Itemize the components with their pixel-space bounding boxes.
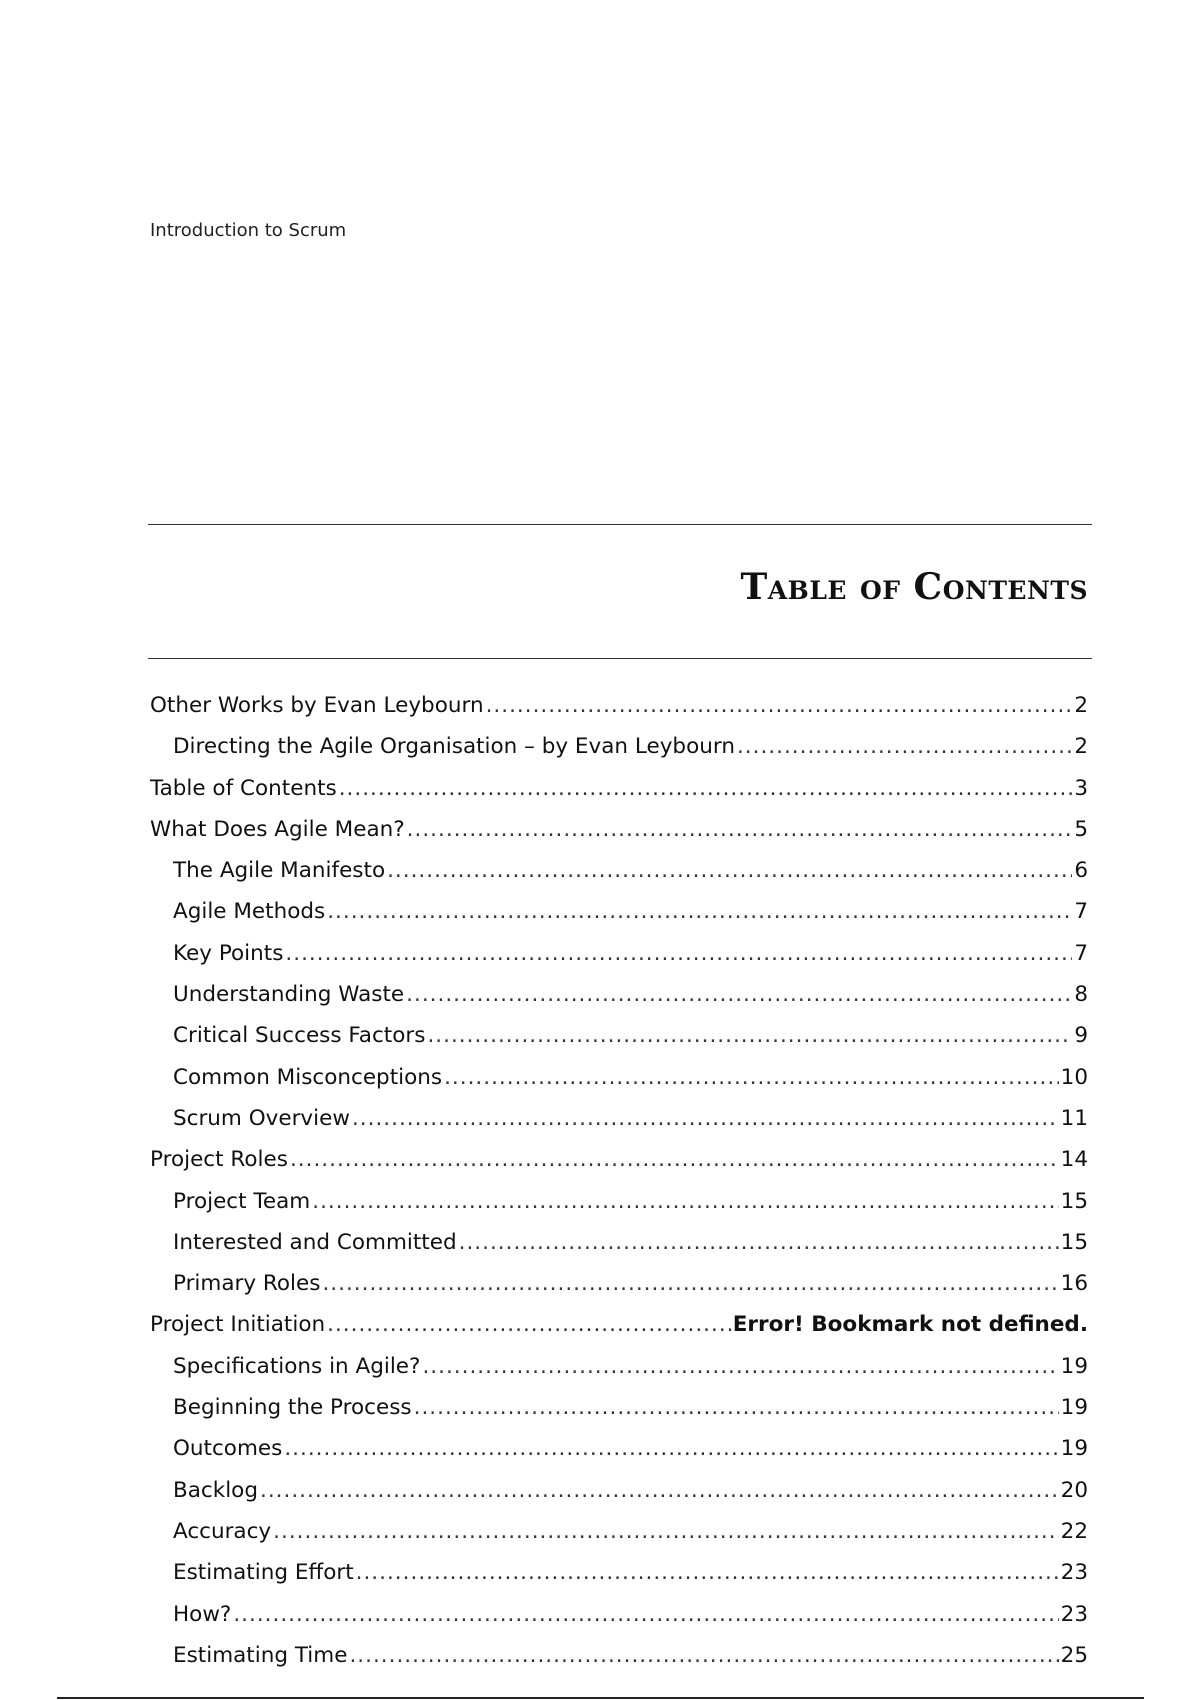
dot-leader bbox=[486, 693, 1073, 718]
toc-entry[interactable] bbox=[150, 693, 1088, 734]
toc-entry-label: Key Points bbox=[173, 940, 284, 966]
toc-entry-page-number: 3 bbox=[1074, 775, 1088, 801]
dot-leader bbox=[284, 1436, 1058, 1461]
dot-leader bbox=[352, 1106, 1059, 1131]
toc-entry-page-number: 22 bbox=[1060, 1518, 1088, 1544]
toc-entry-page-number: 7 bbox=[1074, 940, 1088, 966]
dot-leader bbox=[406, 982, 1072, 1007]
dot-leader bbox=[349, 1643, 1058, 1668]
running-header: Introduction to Scrum bbox=[150, 220, 347, 241]
dot-leader bbox=[327, 899, 1072, 924]
toc-entry[interactable] bbox=[150, 1106, 1088, 1147]
dot-leader bbox=[387, 858, 1072, 883]
toc-entry[interactable] bbox=[150, 1436, 1088, 1477]
toc-entry-page-number: 11 bbox=[1060, 1105, 1088, 1131]
dot-leader bbox=[427, 1023, 1072, 1048]
toc-entry[interactable] bbox=[150, 982, 1088, 1023]
toc-entry-label: Scrum Overview bbox=[173, 1105, 350, 1131]
toc-entry-page-number: 23 bbox=[1060, 1560, 1088, 1586]
dot-leader bbox=[233, 1602, 1058, 1627]
toc-entry[interactable] bbox=[150, 734, 1088, 775]
heading-rule-bottom bbox=[148, 658, 1092, 659]
dot-leader bbox=[737, 734, 1072, 759]
toc-entry-page-number: 2 bbox=[1074, 693, 1088, 718]
toc-entry-page-number: 15 bbox=[1060, 1229, 1088, 1255]
toc-entry-label: Common Misconceptions bbox=[173, 1064, 443, 1090]
toc-heading: Table of Contents bbox=[740, 566, 1088, 608]
toc-entry-page-number: 19 bbox=[1060, 1436, 1088, 1462]
toc-entry[interactable] bbox=[150, 1354, 1088, 1395]
dot-leader bbox=[290, 1147, 1059, 1172]
toc-entry-label: Understanding Waste bbox=[173, 982, 405, 1008]
toc-entry-label: Critical Success Factors bbox=[173, 1023, 426, 1049]
toc-entry-label: Primary Roles bbox=[173, 1271, 321, 1297]
toc-entry-label: Project Roles bbox=[150, 1147, 288, 1173]
dot-leader bbox=[260, 1478, 1059, 1503]
toc-entry-page-number: 16 bbox=[1060, 1271, 1088, 1297]
toc-entry[interactable] bbox=[150, 1271, 1088, 1312]
toc-entry-label: Estimating Time bbox=[173, 1642, 348, 1668]
toc-entry-label: Other Works by Evan Leybourn bbox=[150, 693, 484, 718]
toc-entry-page-number: 10 bbox=[1060, 1064, 1088, 1090]
dot-leader bbox=[407, 817, 1073, 842]
toc-entry[interactable] bbox=[150, 1519, 1088, 1560]
dot-leader bbox=[273, 1519, 1058, 1544]
toc-entry[interactable] bbox=[150, 776, 1088, 817]
toc-entry-page-number: 14 bbox=[1060, 1147, 1088, 1173]
toc-entry-label: Estimating Effort bbox=[173, 1560, 354, 1586]
toc-entry-page-number: 15 bbox=[1060, 1188, 1088, 1214]
toc-entry[interactable] bbox=[150, 1560, 1088, 1601]
dot-leader bbox=[327, 1312, 731, 1337]
dot-leader bbox=[322, 1271, 1058, 1296]
toc-entry-label: Interested and Committed bbox=[173, 1229, 457, 1255]
toc-entry[interactable] bbox=[150, 899, 1088, 940]
toc-entry-page-number: 9 bbox=[1074, 1023, 1088, 1049]
dot-leader bbox=[422, 1354, 1058, 1379]
toc-entry-label: The Agile Manifesto bbox=[173, 858, 386, 884]
toc-entry-label: How? bbox=[173, 1601, 232, 1627]
toc-entry[interactable] bbox=[150, 817, 1088, 858]
toc-entry-label: Accuracy bbox=[173, 1518, 272, 1544]
toc-entry-label: Specifications in Agile? bbox=[173, 1353, 421, 1379]
toc-entry-page-number: 8 bbox=[1074, 982, 1088, 1008]
dot-leader bbox=[285, 941, 1072, 966]
toc-entry-page-number: 19 bbox=[1060, 1353, 1088, 1379]
dot-leader bbox=[444, 1065, 1059, 1090]
dot-leader bbox=[356, 1560, 1059, 1585]
toc-entry-label: Backlog bbox=[173, 1477, 258, 1503]
toc-entry-label: Project Initiation bbox=[150, 1312, 326, 1338]
page-bottom-edge bbox=[57, 1697, 1144, 1699]
dot-leader bbox=[339, 776, 1073, 801]
heading-rule-top bbox=[148, 524, 1092, 525]
toc-entry[interactable] bbox=[150, 1395, 1088, 1436]
toc-entry[interactable] bbox=[150, 1643, 1088, 1684]
toc-entry[interactable] bbox=[150, 858, 1088, 899]
toc-list bbox=[150, 693, 1088, 1684]
toc-entry-label: Table of Contents bbox=[150, 775, 337, 801]
toc-entry-label: Beginning the Process bbox=[173, 1395, 412, 1421]
toc-entry-label: Directing the Agile Organisation – by Evan Leybourn bbox=[173, 734, 735, 760]
toc-entry[interactable] bbox=[150, 1230, 1088, 1271]
dot-leader bbox=[459, 1230, 1059, 1255]
toc-entry-page-number: 2 bbox=[1074, 734, 1088, 760]
toc-entry-label: What Does Agile Mean? bbox=[150, 816, 405, 842]
toc-entry-label: Agile Methods bbox=[173, 899, 326, 925]
toc-entry-page-number: 23 bbox=[1060, 1601, 1088, 1627]
toc-entry[interactable] bbox=[150, 1189, 1088, 1230]
toc-entry[interactable] bbox=[150, 1602, 1088, 1643]
toc-entry-page-number: Error! Bookmark not defined. bbox=[732, 1312, 1088, 1338]
toc-entry-page-number: 5 bbox=[1074, 816, 1088, 842]
toc-entry-label: Outcomes bbox=[173, 1436, 283, 1462]
toc-entry[interactable] bbox=[150, 1312, 1088, 1353]
toc-entry-page-number: 6 bbox=[1074, 858, 1088, 884]
toc-entry-page-number: 7 bbox=[1074, 899, 1088, 925]
toc-entry[interactable] bbox=[150, 1023, 1088, 1064]
toc-entry-page-number: 19 bbox=[1060, 1395, 1088, 1421]
toc-entry[interactable] bbox=[150, 941, 1088, 982]
toc-entry[interactable] bbox=[150, 1065, 1088, 1106]
toc-entry-label: Project Team bbox=[173, 1188, 311, 1214]
dot-leader bbox=[312, 1189, 1058, 1214]
toc-entry[interactable] bbox=[150, 1147, 1088, 1188]
dot-leader bbox=[414, 1395, 1059, 1420]
toc-entry[interactable] bbox=[150, 1478, 1088, 1519]
toc-entry-page-number: 25 bbox=[1060, 1642, 1088, 1668]
toc-entry-page-number: 20 bbox=[1060, 1477, 1088, 1503]
